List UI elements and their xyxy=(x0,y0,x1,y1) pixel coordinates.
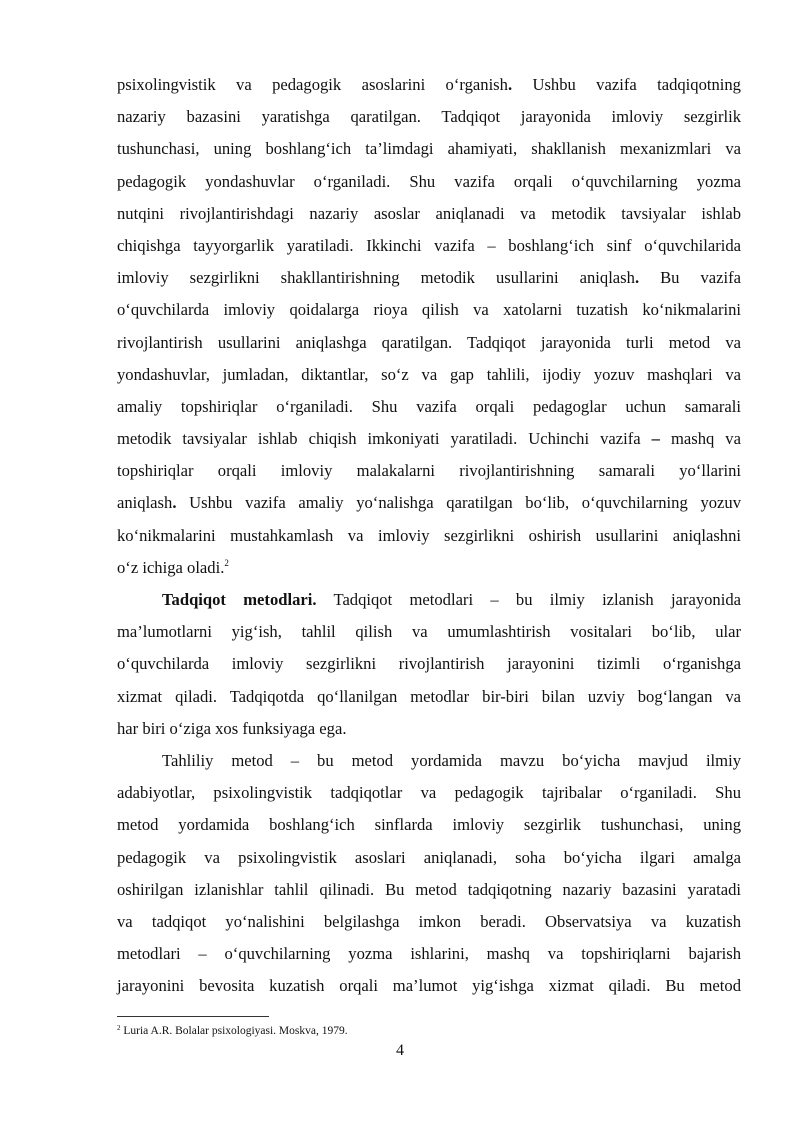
footnote-text: Luria A.R. Bolalar psixologiyasi. Moskva, 1979. xyxy=(120,1025,348,1037)
text-line: har biri o‘ziga xos funksiyaga ega. xyxy=(117,718,347,738)
text-line: o‘quvchilarda imloviy sezgirlikni rivojlantirish jarayonini tizimli o‘rganishga xyxy=(117,654,741,674)
footnote-mark: 2 xyxy=(117,1024,121,1032)
text-line: pedagogik va psixolingvistik asoslari aniqlanadi, soha bo‘yicha ilgari amalga xyxy=(117,847,741,867)
text-line: va tadqiqot yo‘nalishini belgilashga imkon beradi. Observatsiya va kuzatish xyxy=(117,911,741,931)
footnote-reference: 2 xyxy=(224,557,229,568)
text-line: psixolingvistik va pedagogik asoslarini o‘rganish. Ushbu vazifa tadqiqotning xyxy=(117,75,741,94)
text-line: nutqini rivojlantirishdagi nazariy asoslar aniqlanadi va metodik tavsiyalar ishlab xyxy=(117,203,741,223)
section-heading: Tadqiqot metodlari. xyxy=(162,590,317,609)
text-line: Tahliliy metod – bu metod yordamida mavzu bo‘yicha mavjud ilmiy xyxy=(162,750,741,770)
text-line: pedagogik yondashuvlar o‘rganiladi. Shu vazifa orqali o‘quvchilarning yozma xyxy=(117,171,741,191)
text-line: aniqlash. Ushbu vazifa amaliy yo‘nalishga qaratilgan bo‘lib, o‘quvchilarning yozuv xyxy=(117,493,741,513)
text-line: o‘quvchilarda imloviy qoidalarga rioya qilish va xatolarni tuzatish ko‘nikmalarini xyxy=(117,300,741,320)
text-line: metodlari – o‘quvchilarning yozma ishlarini, mashq va topshiriqlarni bajarish xyxy=(117,944,741,964)
text-line: topshiriqlar orqali imloviy malakalarni rivojlantirishning samarali yo‘llarini xyxy=(117,461,741,481)
text-line: yondashuvlar, jumladan, diktantlar, so‘z va gap tahlili, ijodiy yozuv mashqlari va xyxy=(117,364,741,384)
text-line: metod yordamida boshlang‘ich sinflarda imloviy sezgirlik tushunchasi, uning xyxy=(117,815,741,835)
text-line: amaliy topshiriqlar o‘rganiladi. Shu vazifa orqali pedagoglar uchun samarali xyxy=(117,396,741,416)
footnote xyxy=(117,1024,348,1038)
footnote-divider xyxy=(117,1016,269,1017)
text-line: adabiyotlar, psixolingvistik tadqiqotlar va pedagogik tajribalar o‘rganiladi. Shu xyxy=(117,783,741,803)
text-line: nazariy bazasini yaratishga qaratilgan. Tadqiqot jarayonida imloviy sezgirlik xyxy=(117,107,741,127)
text-line: o‘z ichiga oladi.$^2$ xyxy=(117,557,229,577)
text-line: metodik tavsiyalar ishlab chiqish imkoniyati yaratiladi. Uchinchi vazifa – mashq va xyxy=(117,429,741,449)
section-heading-line: Tadqiqot metodlari. Tadqiqot metodlari – bu ilmiy izlanish jarayonida xyxy=(162,590,741,609)
text-line: tushunchasi, uning boshlang‘ich ta’limdagi ahamiyati, shakllanish mexanizmlari va xyxy=(117,139,741,159)
text-line: ko‘nikmalarini mustahkamlash va imloviy sezgirlikni oshirish usullarini aniqlashni xyxy=(117,525,741,545)
body-text xyxy=(117,69,741,1002)
text-line: jarayonini bevosita kuzatish orqali ma’lumot yig‘ishga xizmat qiladi. Bu metod xyxy=(117,976,741,996)
text-line: oshirilgan izlanishlar tahlil qilinadi. Bu metod tadqiqotning nazariy bazasini yaratadi xyxy=(117,879,741,899)
text-line: imloviy sezgirlikni shakllantirishning metodik usullarini aniqlash. Bu vazifa xyxy=(117,268,741,288)
text-line: chiqishga tayyorgarlik yaratiladi. Ikkinchi vazifa – boshlang‘ich sinf o‘quvchilarida xyxy=(117,235,741,255)
text-line: ma’lumotlarni yig‘ish, tahlil qilish va umumlashtirish vositalari bo‘lib, ular xyxy=(117,622,741,642)
text-line: rivojlantirish usullarini aniqlashga qaratilgan. Tadqiqot jarayonida turli metod va xyxy=(117,332,741,352)
text-line: xizmat qiladi. Tadqiqotda qo‘llanilgan metodlar bir-biri bilan uzviy bog‘langan va xyxy=(117,686,741,706)
page-number: 4 xyxy=(396,1042,404,1059)
